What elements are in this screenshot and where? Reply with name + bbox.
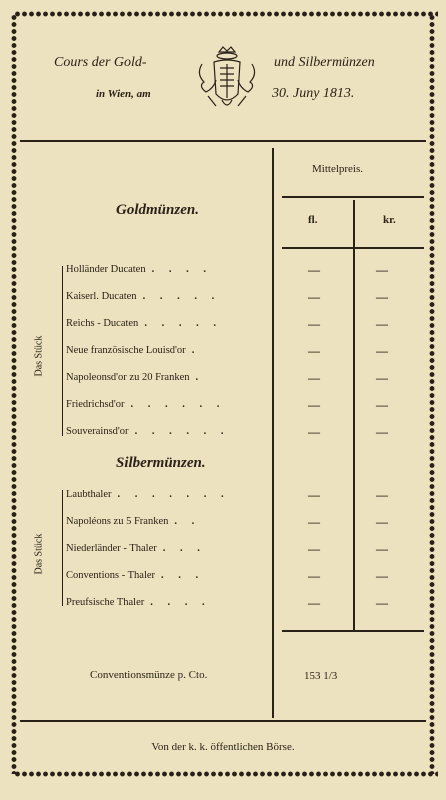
list-item [66, 543, 206, 554]
price-header-rule [282, 196, 424, 198]
price-header: Mittelpreis. [312, 163, 364, 175]
silver-heading: Silbermünzen. [116, 455, 206, 471]
list-item [66, 399, 225, 410]
gold-heading: Goldmünzen. [116, 202, 199, 218]
footer-text: Von der k. k. öffentlichen Börse. [151, 741, 295, 753]
colhead-rule [282, 247, 424, 249]
list-item [66, 570, 204, 581]
price-kr-cell: — [376, 290, 388, 304]
list-item [66, 372, 204, 383]
coin-label: Kaiserl. Ducaten [66, 291, 137, 302]
leader-dots: . . . . . [142, 291, 221, 302]
leader-dots: . [195, 372, 205, 383]
price-kr-cell: — [376, 515, 388, 529]
price-fl-cell: — [308, 398, 320, 412]
price-fl-cell: — [308, 569, 320, 583]
list-item [66, 345, 200, 356]
col-fl-header: fl. [308, 214, 318, 226]
ornamental-border-left [10, 14, 18, 774]
col-kr-header: kr. [383, 214, 396, 226]
price-kr-cell: — [376, 569, 388, 583]
coat-of-arms-icon [192, 44, 262, 116]
leader-dots: . . . . [151, 264, 212, 275]
price-kr-cell: — [376, 317, 388, 331]
ornamental-border-top [14, 10, 438, 18]
header-rule [20, 140, 426, 142]
leader-dots: . . [174, 516, 201, 527]
price-fl-cell: — [308, 542, 320, 556]
coin-label: Holländer Ducaten [66, 264, 146, 275]
ornamental-border-bottom [14, 770, 438, 778]
list-item [66, 264, 212, 275]
footer-rule [20, 720, 426, 722]
column-divider-fl-kr [353, 200, 355, 632]
coin-label: Laubthaler [66, 489, 112, 500]
silver-unit-label: Das Stück [33, 533, 45, 575]
coin-label: Reichs - Ducaten [66, 318, 139, 329]
gold-unit-label: Das Stück [33, 335, 45, 377]
date-label: 30. Juny 1813. [272, 86, 355, 101]
leader-dots: . . . [161, 570, 205, 581]
price-fl-cell: — [308, 317, 320, 331]
price-kr-cell: — [376, 398, 388, 412]
title-left: Cours der Gold- [54, 55, 147, 70]
leader-dots: . . . . . . [134, 426, 230, 437]
leader-dots: . . . . . [144, 318, 222, 329]
coin-label: Napoleonsd'or zu 20 Franken [66, 372, 190, 383]
convention-label: Conventionsmünze p. Cto. [90, 669, 208, 681]
coin-label: Preufsische Thaler [66, 597, 145, 608]
ornamental-border-right [428, 14, 436, 774]
price-kr-cell: — [376, 263, 388, 277]
coin-label: Niederländer - Thaler [66, 543, 157, 554]
price-kr-cell: — [376, 542, 388, 556]
table-bottom-rule [282, 630, 424, 632]
list-item [66, 516, 200, 527]
price-fl-cell: — [308, 371, 320, 385]
list-item [66, 489, 230, 500]
price-fl-cell: — [308, 596, 320, 610]
list-item [66, 426, 229, 437]
leader-dots: . . . . . . . [117, 489, 230, 500]
list-item [66, 597, 211, 608]
price-kr-cell: — [376, 344, 388, 358]
leader-dots: . . . . . . [130, 399, 226, 410]
place-label: in Wien, am [96, 88, 151, 100]
price-fl-cell: — [308, 290, 320, 304]
convention-value: 153 1/3 [304, 670, 338, 682]
column-divider-main [272, 148, 274, 718]
title-right: und Silbermünzen [274, 55, 375, 70]
price-kr-cell: — [376, 488, 388, 502]
price-fl-cell: — [308, 344, 320, 358]
price-kr-cell: — [376, 425, 388, 439]
coin-label: Conventions - Thaler [66, 570, 156, 581]
coin-label: Neue französische Louisd'or [66, 345, 186, 356]
price-kr-cell: — [376, 596, 388, 610]
price-fl-cell: — [308, 263, 320, 277]
price-fl-cell: — [308, 425, 320, 439]
list-item [66, 318, 222, 329]
leader-dots: . [191, 345, 201, 356]
price-kr-cell: — [376, 371, 388, 385]
list-item [66, 291, 220, 302]
coin-label: Souverainsd'or [66, 426, 129, 437]
coin-label: Napoléons zu 5 Franken [66, 516, 169, 527]
leader-dots: . . . [162, 543, 206, 554]
price-fl-cell: — [308, 488, 320, 502]
price-fl-cell: — [308, 515, 320, 529]
coin-label: Friedrichsd'or [66, 399, 125, 410]
leader-dots: . . . . [150, 597, 211, 608]
